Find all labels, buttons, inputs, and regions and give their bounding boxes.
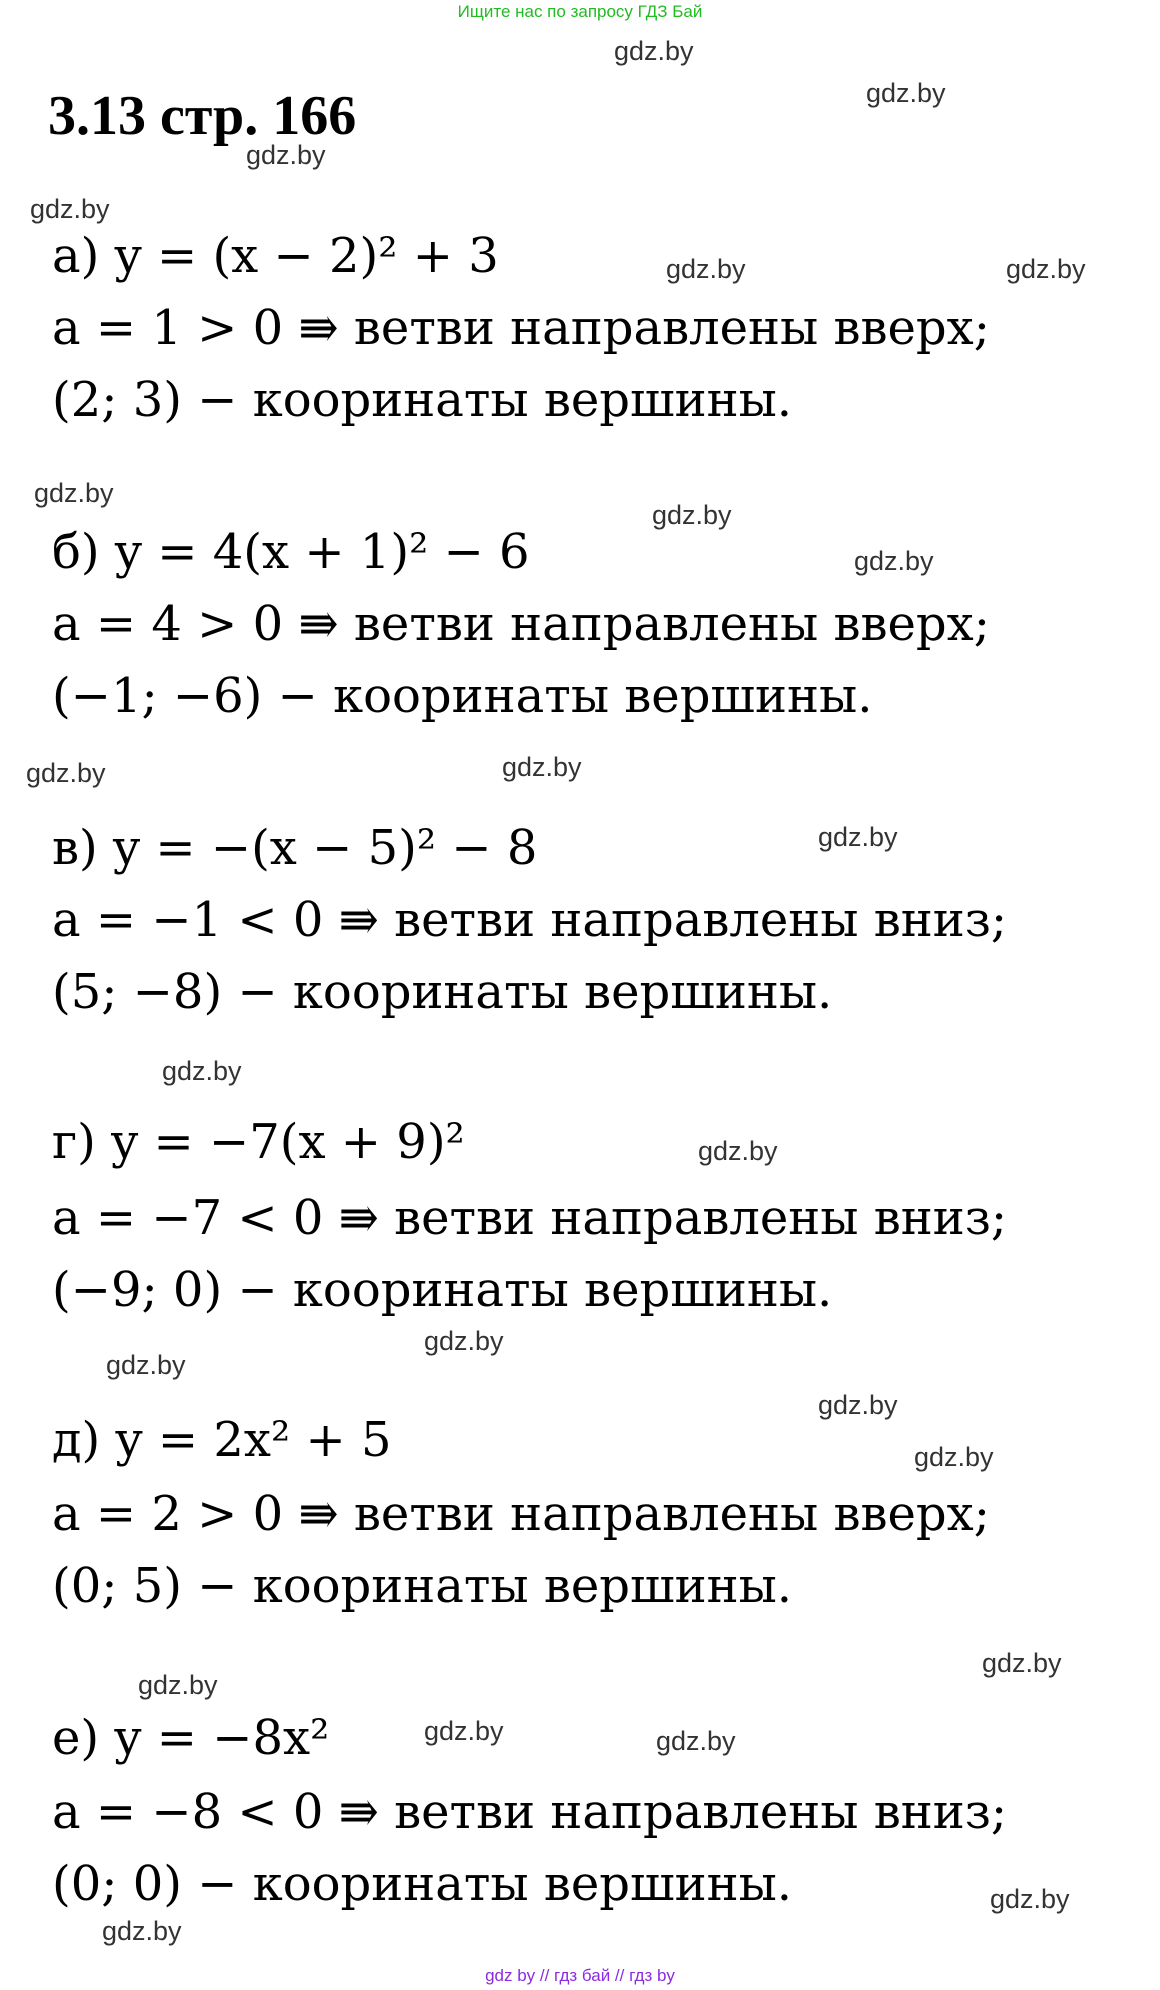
watermark: gdz.by [914, 1442, 994, 1472]
item-v-equation: в) y = −(x − 5)² − 8 [52, 820, 538, 876]
item-b-vertex: (−1; −6) − кооринаты вершины. [52, 668, 873, 724]
watermark: gdz.by [698, 1136, 778, 1166]
watermark: gdz.by [990, 1884, 1070, 1914]
item-a-condition: a = 1 > 0 ⇛ ветви направлены вверх; [52, 300, 990, 356]
item-d-vertex: (0; 5) − кооринаты вершины. [52, 1558, 793, 1614]
item-b-equation: б) y = 4(x + 1)² − 6 [52, 524, 530, 580]
watermark: gdz.by [1006, 254, 1086, 284]
watermark: gdz.by [614, 36, 694, 66]
watermark: gdz.by [652, 500, 732, 530]
watermark: gdz.by [818, 1390, 898, 1420]
watermark: gdz.by [106, 1350, 186, 1380]
watermark: gdz.by [162, 1056, 242, 1086]
footer-links[interactable]: gdz by // гдз бай // гдз by [485, 1966, 675, 1985]
watermark: gdz.by [982, 1648, 1062, 1678]
watermark: gdz.by [34, 478, 114, 508]
item-e-vertex: (0; 0) − кооринаты вершины. [52, 1856, 793, 1912]
item-g-vertex: (−9; 0) − кооринаты вершины. [52, 1262, 833, 1318]
watermark: gdz.by [854, 546, 934, 576]
page-title: 3.13 стр. 166 [48, 85, 357, 147]
watermark: gdz.by [102, 1916, 182, 1946]
item-g-condition: a = −7 < 0 ⇛ ветви направлены вниз; [52, 1190, 1008, 1246]
watermark: gdz.by [666, 254, 746, 284]
item-d-equation: д) y = 2x² + 5 [52, 1412, 392, 1468]
item-e-condition: a = −8 < 0 ⇛ ветви направлены вниз; [52, 1784, 1008, 1840]
item-a-vertex: (2; 3) − кооринаты вершины. [52, 372, 793, 428]
watermark: gdz.by [30, 194, 110, 224]
watermark: gdz.by [424, 1326, 504, 1356]
watermark: gdz.by [26, 758, 106, 788]
watermark: gdz.by [866, 78, 946, 108]
top-banner[interactable]: Ищите нас по запросу ГДЗ Бай [457, 2, 703, 21]
watermark: gdz.by [502, 752, 582, 782]
watermark: gdz.by [818, 822, 898, 852]
item-v-condition: a = −1 < 0 ⇛ ветви направлены вниз; [52, 892, 1008, 948]
watermark: gdz.by [246, 140, 326, 170]
item-d-condition: a = 2 > 0 ⇛ ветви направлены вверх; [52, 1486, 990, 1542]
item-v-vertex: (5; −8) − кооринаты вершины. [52, 964, 833, 1020]
watermark: gdz.by [138, 1670, 218, 1700]
watermark: gdz.by [656, 1726, 736, 1756]
item-a-equation: а) y = (x − 2)² + 3 [52, 228, 499, 284]
watermark: gdz.by [424, 1716, 504, 1746]
item-b-condition: a = 4 > 0 ⇛ ветви направлены вверх; [52, 596, 990, 652]
item-e-equation: е) y = −8x² [52, 1710, 330, 1766]
item-g-equation: г) y = −7(x + 9)² [52, 1114, 465, 1170]
